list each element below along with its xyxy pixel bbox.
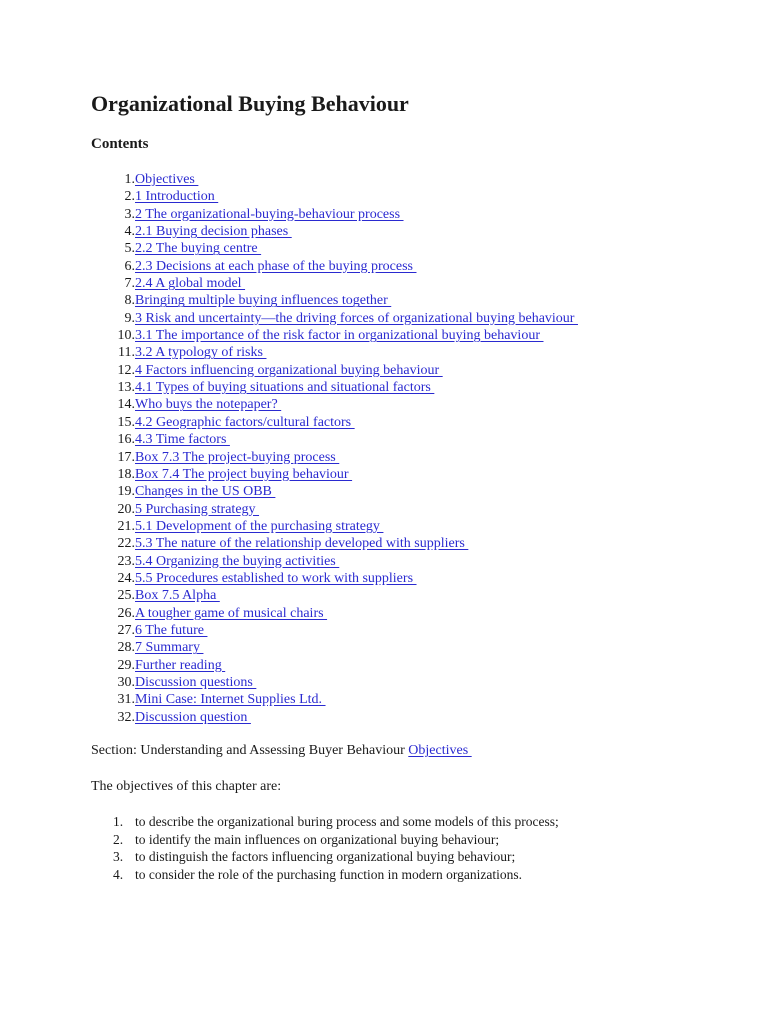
objective-item bbox=[91, 848, 559, 866]
toc-link[interactable]: Box 7.3 The project-buying process bbox=[135, 449, 340, 465]
toc-item-number: 31. bbox=[117, 692, 135, 708]
toc-item bbox=[91, 240, 578, 257]
toc-link[interactable]: 5.1 Development of the purchasing strategy bbox=[135, 518, 384, 534]
toc-item-number: 27. bbox=[117, 622, 135, 638]
objective-number: 2. bbox=[113, 831, 124, 847]
toc-item bbox=[91, 674, 578, 691]
toc-item-number: 9. bbox=[124, 310, 135, 326]
toc-item-number: 24. bbox=[117, 570, 135, 586]
toc-link[interactable]: Discussion questions bbox=[135, 674, 257, 690]
toc-item bbox=[91, 622, 578, 639]
toc-link[interactable]: 2 The organizational-buying-behaviour process bbox=[135, 206, 404, 222]
toc-item bbox=[91, 379, 578, 396]
objective-item bbox=[91, 866, 559, 884]
toc-link[interactable]: A tougher game of musical chairs bbox=[135, 605, 328, 621]
toc-link[interactable]: 6 The future bbox=[135, 622, 208, 638]
toc-item bbox=[91, 171, 578, 188]
toc-item bbox=[91, 501, 578, 518]
toc-item bbox=[91, 362, 578, 379]
toc-item bbox=[91, 535, 578, 552]
toc-link[interactable]: 5.5 Procedures established to work with suppliers bbox=[135, 570, 417, 586]
toc-item-number: 14. bbox=[117, 397, 135, 413]
toc-item bbox=[91, 639, 578, 656]
toc-item bbox=[91, 605, 578, 622]
toc-link[interactable]: 5.3 The nature of the relationship developed with suppliers bbox=[135, 536, 469, 552]
toc-item-number: 10. bbox=[117, 328, 135, 344]
objectives-list bbox=[91, 813, 559, 883]
section-label: Section: Understanding and Assessing Buyer Behaviour bbox=[91, 743, 409, 758]
toc-item-number: 4. bbox=[124, 224, 135, 240]
toc-link[interactable]: Further reading bbox=[135, 657, 226, 673]
toc-item-number: 7. bbox=[124, 276, 135, 292]
objective-text: to consider the role of the purchasing function in modern organizations. bbox=[135, 866, 523, 882]
toc-item-number: 21. bbox=[117, 518, 135, 534]
toc-item-number: 1. bbox=[124, 172, 135, 187]
toc-item bbox=[91, 275, 578, 292]
objective-number: 1. bbox=[113, 814, 124, 829]
toc-item-number: 23. bbox=[117, 553, 135, 569]
toc-item-number: 12. bbox=[117, 362, 135, 378]
toc-item-number: 25. bbox=[117, 588, 135, 604]
toc-link[interactable]: 4.3 Time factors bbox=[135, 432, 230, 448]
toc-item bbox=[91, 327, 578, 344]
toc-link[interactable]: 5 Purchasing strategy bbox=[135, 501, 260, 517]
table-of-contents bbox=[91, 171, 578, 726]
toc-item-number: 18. bbox=[117, 466, 135, 482]
objective-text: to distinguish the factors influencing organizational buying behaviour; bbox=[135, 849, 516, 864]
toc-link[interactable]: Objectives bbox=[135, 172, 199, 187]
toc-item bbox=[91, 258, 578, 275]
toc-item-number: 28. bbox=[117, 640, 135, 656]
toc-item-number: 5. bbox=[124, 241, 135, 257]
toc-link[interactable]: 2.2 The buying centre bbox=[135, 241, 262, 257]
toc-item-number: 22. bbox=[117, 536, 135, 552]
toc-link[interactable]: 1 Introduction bbox=[135, 189, 219, 205]
toc-item bbox=[91, 657, 578, 674]
toc-item-number: 3. bbox=[124, 206, 135, 222]
toc-link[interactable]: 3 Risk and uncertainty—the driving forces of organizational buying behaviour bbox=[135, 310, 578, 326]
toc-item-number: 30. bbox=[117, 674, 135, 690]
toc-link[interactable]: Bringing multiple buying influences together bbox=[135, 293, 392, 309]
toc-link[interactable]: Box 7.5 Alpha bbox=[135, 588, 220, 604]
toc-link[interactable]: 2.4 A global model bbox=[135, 276, 246, 292]
toc-item bbox=[91, 518, 578, 535]
objective-item bbox=[91, 813, 559, 831]
toc-item bbox=[91, 449, 578, 466]
toc-item bbox=[91, 414, 578, 431]
toc-item bbox=[91, 344, 578, 361]
objective-number: 4. bbox=[113, 866, 124, 882]
toc-item bbox=[91, 691, 578, 708]
toc-item bbox=[91, 553, 578, 570]
toc-item bbox=[91, 483, 578, 500]
toc-item-number: 29. bbox=[117, 657, 135, 673]
toc-item-number: 32. bbox=[117, 709, 135, 725]
objective-text: to identify the main influences on organizational buying behaviour; bbox=[135, 831, 500, 847]
toc-item bbox=[91, 206, 578, 223]
toc-item bbox=[91, 466, 578, 483]
toc-item bbox=[91, 570, 578, 587]
section-line bbox=[91, 742, 472, 760]
toc-item bbox=[91, 709, 578, 726]
toc-item-number: 6. bbox=[124, 258, 135, 274]
toc-item-number: 16. bbox=[117, 432, 135, 448]
toc-item-number: 15. bbox=[117, 414, 135, 430]
toc-link[interactable]: 3.2 A typology of risks bbox=[135, 345, 267, 361]
toc-link[interactable]: 2.3 Decisions at each phase of the buying process bbox=[135, 258, 417, 274]
toc-item bbox=[91, 188, 578, 205]
toc-item-number: 26. bbox=[117, 605, 135, 621]
contents-heading: Contents bbox=[91, 136, 149, 152]
toc-link[interactable]: 7 Summary bbox=[135, 640, 204, 656]
toc-item-number: 20. bbox=[117, 501, 135, 517]
toc-link[interactable]: Mini Case: Internet Supplies Ltd. bbox=[135, 692, 326, 708]
objective-text: to describe the organizational buring process and some models of this process; bbox=[135, 814, 559, 829]
toc-item-number: 19. bbox=[117, 484, 135, 500]
toc-item-number: 2. bbox=[124, 189, 135, 205]
objectives-link[interactable]: Objectives bbox=[408, 743, 472, 758]
toc-link[interactable]: Discussion question bbox=[135, 709, 251, 725]
toc-link[interactable]: 4.2 Geographic factors/cultural factors bbox=[135, 414, 355, 430]
page-title: Organizational Buying Behaviour bbox=[91, 91, 409, 116]
toc-link[interactable]: Box 7.4 The project buying behaviour bbox=[135, 466, 353, 482]
toc-link[interactable]: 2.1 Buying decision phases bbox=[135, 224, 292, 240]
toc-item bbox=[91, 431, 578, 448]
toc-link[interactable]: Who buys the notepaper? bbox=[135, 397, 282, 413]
toc-link[interactable]: 4.1 Types of buying situations and situational factors bbox=[135, 380, 435, 396]
toc-link[interactable]: 4 Factors influencing organizational buying behaviour bbox=[135, 362, 443, 378]
toc-item bbox=[91, 587, 578, 604]
toc-item-number: 8. bbox=[124, 293, 135, 309]
toc-item bbox=[91, 396, 578, 413]
objective-number: 3. bbox=[113, 849, 124, 864]
toc-item bbox=[91, 292, 578, 309]
toc-item-number: 17. bbox=[117, 449, 135, 465]
toc-link[interactable]: 5.4 Organizing the buying activities bbox=[135, 553, 340, 569]
toc-item-number: 11. bbox=[118, 345, 135, 361]
toc-link[interactable]: Changes in the US OBB bbox=[135, 484, 276, 500]
toc-item bbox=[91, 310, 578, 327]
toc-item bbox=[91, 223, 578, 240]
toc-item-number: 13. bbox=[117, 380, 135, 396]
objective-item bbox=[91, 831, 559, 849]
objectives-intro: The objectives of this chapter are: bbox=[91, 779, 282, 794]
toc-link[interactable]: 3.1 The importance of the risk factor in organizational buying behaviour bbox=[135, 328, 544, 344]
